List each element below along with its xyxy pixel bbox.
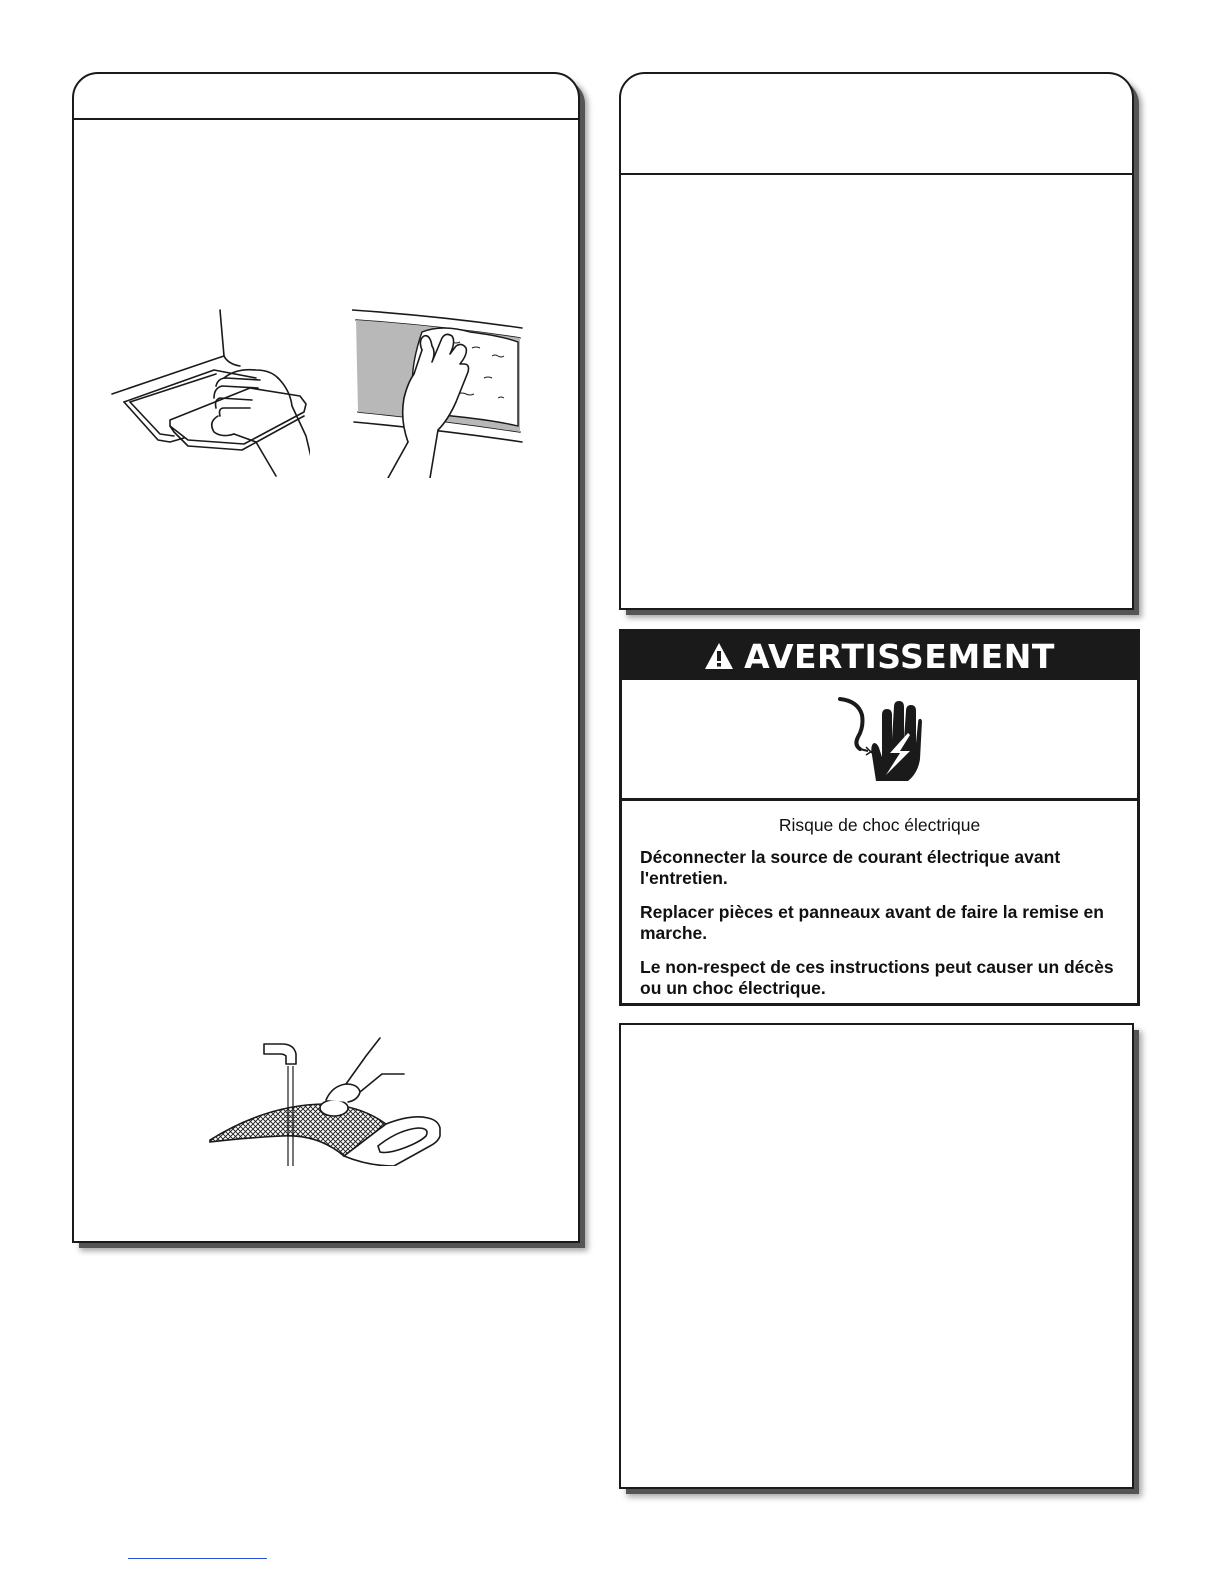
right-top-section-panel <box>619 72 1134 610</box>
lint-screen-wiping-illustration <box>352 302 528 478</box>
electrical-shock-hand-icon <box>838 693 922 785</box>
warning-triangle-icon <box>704 642 734 670</box>
warning-risk-title: Risque de choc électrique <box>778 815 981 835</box>
warning-symbol-area <box>622 680 1137 801</box>
warning-line-consequence: Le non-respect de ces instructions peut causer un décès ou un choc électrique. <box>640 957 1114 998</box>
right-bottom-section-panel <box>619 1023 1134 1489</box>
lint-screen-washing-illustration <box>208 1034 444 1166</box>
warning-header <box>622 632 1137 680</box>
warning-line-replace-parts: Replacer pièces et panneaux avant de faire la remise en marche. <box>640 902 1104 943</box>
lint-filter-removal-illustration <box>110 308 310 480</box>
warning-body <box>622 801 1137 999</box>
left-section-header-rule <box>74 118 578 120</box>
electrical-shock-warning <box>619 629 1140 1006</box>
warning-line-disconnect: Déconnecter la source de courant électrique avant l'entretien. <box>640 847 1061 888</box>
left-section-panel <box>72 72 580 1243</box>
warning-title: AVERTISSEMENT <box>744 636 1055 676</box>
footer-link-underline <box>128 1558 267 1559</box>
right-top-section-header-rule <box>621 173 1132 175</box>
